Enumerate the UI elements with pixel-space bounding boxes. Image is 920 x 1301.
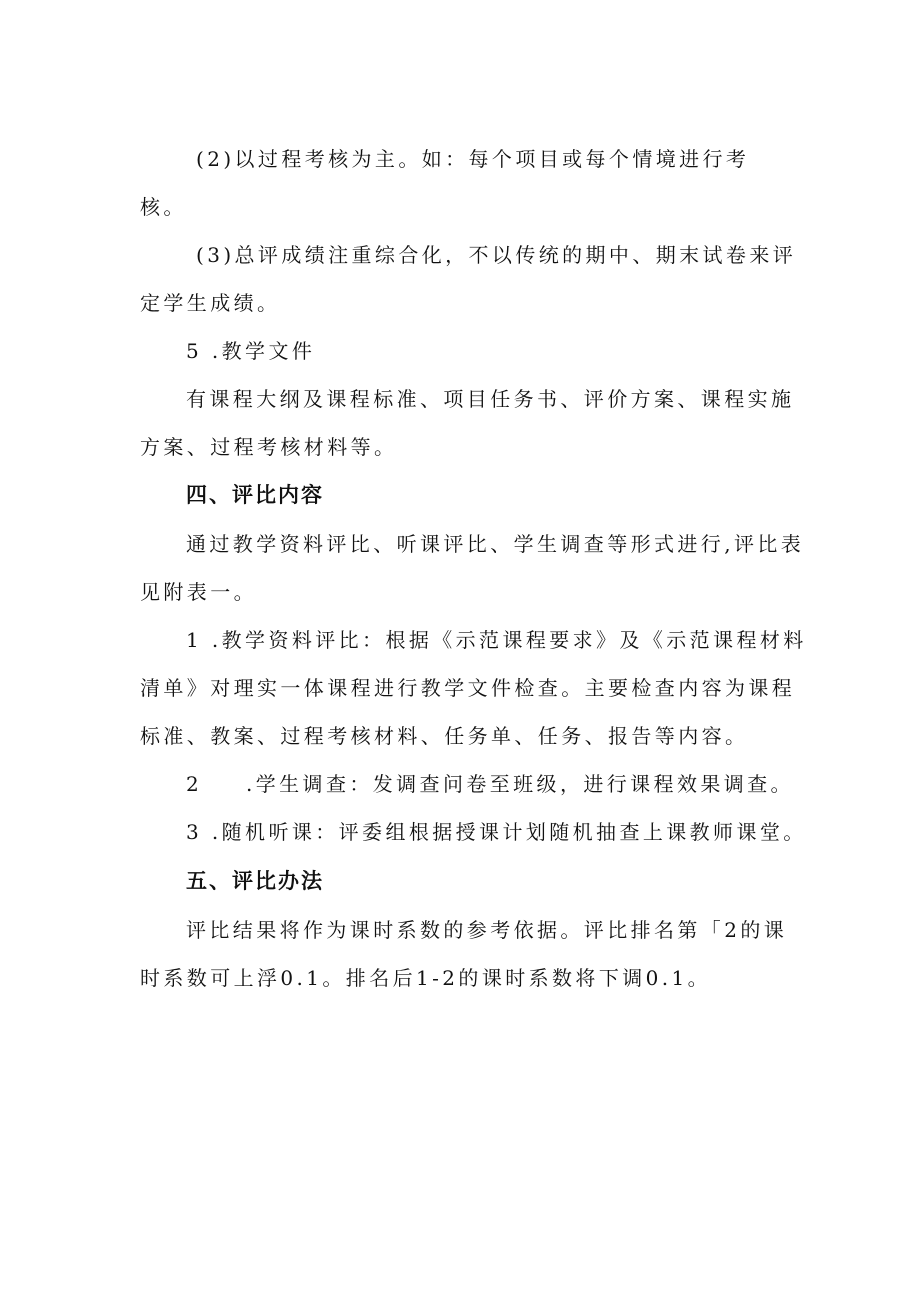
list-number-2: 2 bbox=[186, 772, 203, 796]
paragraph-line-13: 标准、教案、过程考核材料、任务单、任务、报告等内容。 bbox=[140, 724, 749, 748]
paragraph-line-18: 时系数可上浮0.1。排名后1-2的课时系数将下调0.1。 bbox=[140, 966, 712, 990]
section-item-teaching-files: 5 .教学文件 bbox=[186, 339, 316, 363]
paragraph-line-14: .学生调查：发调查问卷至班级，进行课程效果调查。 bbox=[246, 772, 794, 796]
paragraph-line-6: 有课程大纲及课程标准、项目任务书、评价方案、课程实施 bbox=[186, 387, 795, 411]
section-heading-5: 五、评比办法 bbox=[186, 869, 324, 893]
paragraph-line-4: 定学生成绩。 bbox=[140, 291, 281, 315]
paragraph-line-15: 3 .随机听课：评委组根据授课计划随机抽查上课教师课堂。 bbox=[186, 820, 807, 844]
section-heading-4: 四、评比内容 bbox=[186, 483, 324, 507]
paragraph-line-9: 通过教学资料评比、听课评比、学生调查等形式进行,评比表 bbox=[186, 532, 805, 556]
paragraph-line-7: 方案、过程考核材料等。 bbox=[140, 435, 398, 459]
paragraph-line-1: (2)以过程考核为主。如：每个项目或每个情境进行考 bbox=[196, 147, 750, 171]
paragraph-line-10: 见附表一。 bbox=[140, 580, 257, 604]
paragraph-line-12: 清单》对理实一体课程进行教学文件检查。主要检查内容为课程 bbox=[140, 676, 796, 700]
paragraph-line-3: (3)总评成绩注重综合化，不以传统的期中、期末试卷来评 bbox=[196, 243, 797, 267]
paragraph-line-17: 评比结果将作为课时系数的参考依据。评比排名第「2的课 bbox=[186, 918, 788, 942]
paragraph-line-11: 1 .教学资料评比：根据《示范课程要求》及《示范课程材料 bbox=[186, 628, 807, 652]
paragraph-line-2: 核。 bbox=[140, 195, 187, 219]
